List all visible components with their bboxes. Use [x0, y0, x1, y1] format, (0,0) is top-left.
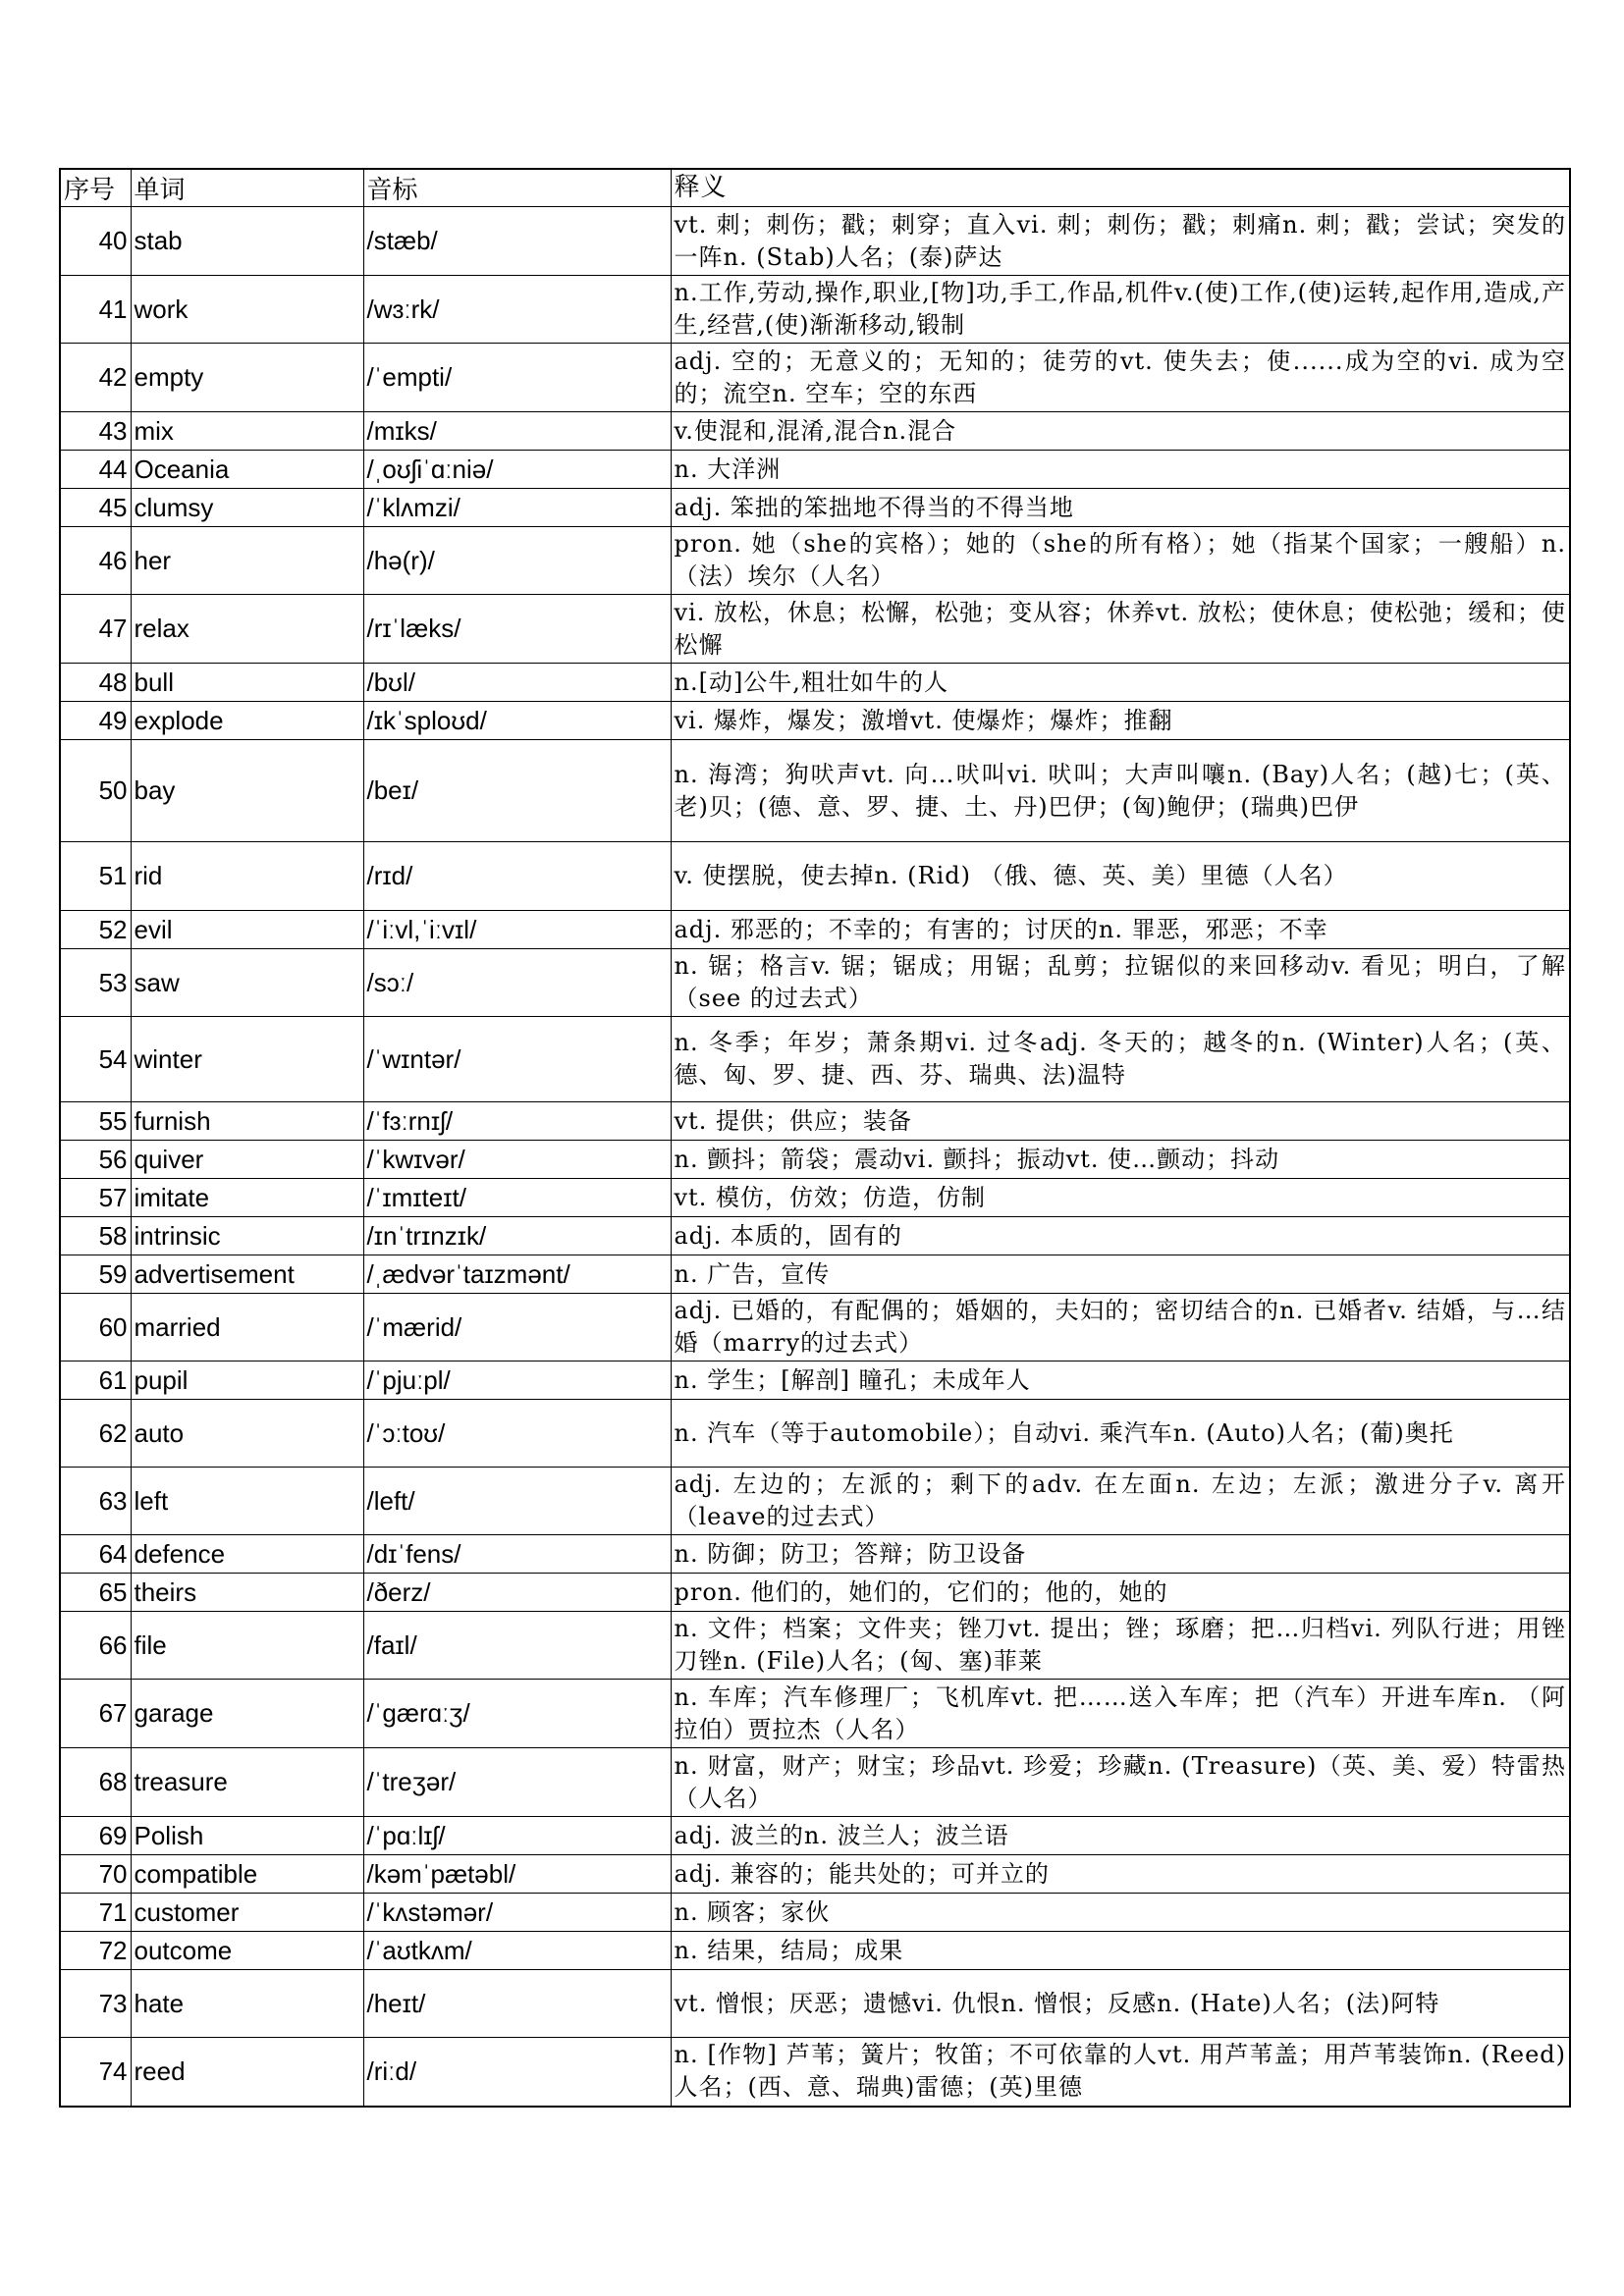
row-word: clumsy: [131, 489, 363, 527]
row-word: evil: [131, 911, 363, 949]
row-phonetic: /wɜːrk/: [363, 276, 671, 344]
row-number: 70: [60, 1855, 131, 1894]
row-definition: n. 顾客；家伙: [671, 1894, 1570, 1932]
row-phonetic: /ˈɔːtoʊ/: [363, 1400, 671, 1468]
table-row: [60, 451, 1570, 489]
row-word: her: [131, 527, 363, 595]
table-row: [60, 1217, 1570, 1255]
table-row: [60, 1855, 1570, 1894]
row-definition: v. 使摆脱，使去掉n. (Rid) （俄、德、英、美）里德（人名）: [671, 842, 1570, 911]
row-word: theirs: [131, 1574, 363, 1612]
row-word: file: [131, 1612, 363, 1680]
row-definition: vi. 爆炸，爆发；激增vt. 使爆炸；爆炸；推翻: [671, 702, 1570, 740]
row-phonetic: /ðerz/: [363, 1574, 671, 1612]
table-row: [60, 1680, 1570, 1748]
table-row: [60, 702, 1570, 740]
row-number: 61: [60, 1362, 131, 1400]
table-row: [60, 1294, 1570, 1362]
row-phonetic: /ˈfɜːrnɪʃ/: [363, 1102, 671, 1141]
table-row: [60, 1255, 1570, 1294]
table-row: [60, 1748, 1570, 1817]
header-no: 序号: [60, 169, 131, 207]
table-row: [60, 1400, 1570, 1468]
row-phonetic: /ˈɪmɪteɪt/: [363, 1179, 671, 1217]
row-definition: n. 锯；格言v. 锯；锯成；用锯；乱剪；拉锯似的来回移动v. 看见；明白，了解（see 的过去式）: [671, 949, 1570, 1017]
row-number: 65: [60, 1574, 131, 1612]
row-word: treasure: [131, 1748, 363, 1817]
row-definition: adj. 已婚的，有配偶的；婚姻的，夫妇的；密切结合的n. 已婚者v. 结婚，与…结婚（marry的过去式）: [671, 1294, 1570, 1362]
row-definition: n. 颤抖；箭袋；震动vi. 颤抖；振动vt. 使…颤动；抖动: [671, 1141, 1570, 1179]
row-number: 55: [60, 1102, 131, 1141]
row-phonetic: /faɪl/: [363, 1612, 671, 1680]
row-word: intrinsic: [131, 1217, 363, 1255]
row-definition: vi. 放松，休息；松懈，松弛；变从容；休养vt. 放松；使休息；使松弛；缓和；使松懈: [671, 595, 1570, 664]
table-row: [60, 595, 1570, 664]
row-number: 41: [60, 276, 131, 344]
row-number: 47: [60, 595, 131, 664]
row-definition: vt. 模仿，仿效；仿造，仿制: [671, 1179, 1570, 1217]
row-number: 57: [60, 1179, 131, 1217]
row-definition: vt. 憎恨；厌恶；遗憾vi. 仇恨n. 憎恨；反感n. (Hate)人名；(法)阿特: [671, 1970, 1570, 2038]
table-row: [60, 344, 1570, 412]
row-word: pupil: [131, 1362, 363, 1400]
table-row: [60, 949, 1570, 1017]
row-number: 43: [60, 412, 131, 451]
row-number: 67: [60, 1680, 131, 1748]
table-row: [60, 1574, 1570, 1612]
table-row: [60, 664, 1570, 702]
row-phonetic: /ˈiːvl,ˈiːvɪl/: [363, 911, 671, 949]
table-row: [60, 1612, 1570, 1680]
row-word: work: [131, 276, 363, 344]
row-definition: n. 大洋洲: [671, 451, 1570, 489]
row-word: auto: [131, 1400, 363, 1468]
row-definition: n.工作,劳动,操作,职业,[物]功,手工,作品,机件v.(使)工作,(使)运转,起作用,造成,产生,经营,(使)渐渐移动,锻制: [671, 276, 1570, 344]
row-number: 53: [60, 949, 131, 1017]
table-row: [60, 1970, 1570, 2038]
row-word: reed: [131, 2038, 363, 2107]
row-phonetic: /ˈwɪntər/: [363, 1017, 671, 1102]
row-number: 50: [60, 740, 131, 842]
table-row: [60, 1102, 1570, 1141]
row-number: 54: [60, 1017, 131, 1102]
row-phonetic: /ˈɡærɑːʒ/: [363, 1680, 671, 1748]
row-number: 62: [60, 1400, 131, 1468]
row-number: 58: [60, 1217, 131, 1255]
row-number: 74: [60, 2038, 131, 2107]
row-word: outcome: [131, 1932, 363, 1970]
table-row: [60, 276, 1570, 344]
row-phonetic: /ˈmærid/: [363, 1294, 671, 1362]
row-word: bay: [131, 740, 363, 842]
row-definition: adj. 本质的，固有的: [671, 1217, 1570, 1255]
table-row: [60, 489, 1570, 527]
row-phonetic: /ˈempti/: [363, 344, 671, 412]
row-phonetic: /ˈkʌstəmər/: [363, 1894, 671, 1932]
row-definition: n. 海湾；狗吠声vt. 向…吠叫vi. 吠叫；大声叫嚷n. (Bay)人名；(越)七；(英、老)贝；(德、意、罗、捷、土、丹)巴伊；(匈)鲍伊；(瑞典)巴伊: [671, 740, 1570, 842]
row-definition: adj. 邪恶的；不幸的；有害的；讨厌的n. 罪恶，邪恶；不幸: [671, 911, 1570, 949]
row-definition: adj. 笨拙的笨拙地不得当的不得当地: [671, 489, 1570, 527]
table-header-row: [60, 169, 1570, 207]
row-phonetic: /kəmˈpætəbl/: [363, 1855, 671, 1894]
row-word: Oceania: [131, 451, 363, 489]
row-phonetic: /ɪnˈtrɪnzɪk/: [363, 1217, 671, 1255]
row-phonetic: /ˌædvərˈtaɪzmənt/: [363, 1255, 671, 1294]
row-phonetic: /heɪt/: [363, 1970, 671, 2038]
row-phonetic: /ˈkwɪvər/: [363, 1141, 671, 1179]
row-number: 49: [60, 702, 131, 740]
row-number: 63: [60, 1468, 131, 1535]
row-number: 73: [60, 1970, 131, 2038]
row-word: married: [131, 1294, 363, 1362]
row-definition: n. 文件；档案；文件夹；锉刀vt. 提出；锉；琢磨；把…归档vi. 列队行进；用锉刀锉n. (File)人名；(匈、塞)菲莱: [671, 1612, 1570, 1680]
row-phonetic: /mɪks/: [363, 412, 671, 451]
row-phonetic: /hə(r)/: [363, 527, 671, 595]
row-definition: n. 广告，宣传: [671, 1255, 1570, 1294]
row-number: 71: [60, 1894, 131, 1932]
row-word: bull: [131, 664, 363, 702]
row-word: advertisement: [131, 1255, 363, 1294]
row-phonetic: /ˈtreʒər/: [363, 1748, 671, 1817]
row-definition: n. 防御；防卫；答辩；防卫设备: [671, 1535, 1570, 1574]
row-number: 52: [60, 911, 131, 949]
row-number: 40: [60, 207, 131, 276]
row-phonetic: /rɪd/: [363, 842, 671, 911]
row-word: hate: [131, 1970, 363, 2038]
row-definition: n. 车库；汽车修理厂；飞机库vt. 把……送入车库；把（汽车）开进车库n. （阿拉伯）贾拉杰（人名）: [671, 1680, 1570, 1748]
row-phonetic: /ˈklʌmzi/: [363, 489, 671, 527]
table-row: [60, 1362, 1570, 1400]
row-definition: n. 财富，财产；财宝；珍品vt. 珍爱；珍藏n. (Treasure)（英、美、爱）特雷热（人名）: [671, 1748, 1570, 1817]
row-word: compatible: [131, 1855, 363, 1894]
table-row: [60, 1141, 1570, 1179]
table-row: [60, 1894, 1570, 1932]
row-phonetic: /bʊl/: [363, 664, 671, 702]
row-definition: v.使混和,混淆,混合n.混合: [671, 412, 1570, 451]
row-phonetic: /rɪˈlæks/: [363, 595, 671, 664]
row-phonetic: /ˈpjuːpl/: [363, 1362, 671, 1400]
row-number: 44: [60, 451, 131, 489]
table-row: [60, 1932, 1570, 1970]
row-word: relax: [131, 595, 363, 664]
row-word: garage: [131, 1680, 363, 1748]
row-phonetic: /ɪkˈsploʊd/: [363, 702, 671, 740]
row-word: defence: [131, 1535, 363, 1574]
table-row: [60, 412, 1570, 451]
row-definition: n. 结果，结局；成果: [671, 1932, 1570, 1970]
row-phonetic: /riːd/: [363, 2038, 671, 2107]
row-phonetic: /left/: [363, 1468, 671, 1535]
row-definition: n. 汽车（等于automobile）；自动vi. 乘汽车n. (Auto)人名；(葡)奥托: [671, 1400, 1570, 1468]
table-row: [60, 2038, 1570, 2107]
row-definition: pron. 他们的，她们的，它们的；他的，她的: [671, 1574, 1570, 1612]
header-definition: 释义: [671, 169, 1570, 207]
row-phonetic: /stæb/: [363, 207, 671, 276]
row-definition: n. 冬季；年岁；萧条期vi. 过冬adj. 冬天的；越冬的n. (Winter)人名；(英、德、匈、罗、捷、西、芬、瑞典、法)温特: [671, 1017, 1570, 1102]
table-row: [60, 1017, 1570, 1102]
table-row: [60, 740, 1570, 842]
row-definition: n. [作物] 芦苇；簧片；牧笛；不可依靠的人vt. 用芦苇盖；用芦苇装饰n. (Reed)人名；(西、意、瑞典)雷德；(英)里德: [671, 2038, 1570, 2107]
row-number: 46: [60, 527, 131, 595]
header-word: 单词: [131, 169, 363, 207]
row-definition: n.[动]公牛,粗壮如牛的人: [671, 664, 1570, 702]
row-definition: adj. 空的；无意义的；无知的；徒劳的vt. 使失去；使......成为空的vi. 成为空的；流空n. 空车；空的东西: [671, 344, 1570, 412]
table-row: [60, 842, 1570, 911]
row-phonetic: /ˈaʊtkʌm/: [363, 1932, 671, 1970]
vocabulary-table: [59, 168, 1571, 2108]
row-word: imitate: [131, 1179, 363, 1217]
row-number: 51: [60, 842, 131, 911]
row-number: 64: [60, 1535, 131, 1574]
row-number: 48: [60, 664, 131, 702]
row-definition: adj. 波兰的n. 波兰人；波兰语: [671, 1817, 1570, 1855]
table-row: [60, 207, 1570, 276]
row-phonetic: /ˈpɑːlɪʃ/: [363, 1817, 671, 1855]
row-definition: pron. 她（she的宾格）；她的（she的所有格）；她（指某个国家；一艘船）n. （法）埃尔（人名）: [671, 527, 1570, 595]
row-word: rid: [131, 842, 363, 911]
row-phonetic: /dɪˈfens/: [363, 1535, 671, 1574]
row-definition: vt. 刺；刺伤；戳；刺穿；直入vi. 刺；刺伤；戳；刺痛n. 刺；戳；尝试；突发的一阵n. (Stab)人名；(泰)萨达: [671, 207, 1570, 276]
row-number: 68: [60, 1748, 131, 1817]
row-word: empty: [131, 344, 363, 412]
row-word: stab: [131, 207, 363, 276]
row-definition: adj. 左边的；左派的；剩下的adv. 在左面n. 左边；左派；激进分子v. 离开（leave的过去式）: [671, 1468, 1570, 1535]
row-phonetic: /beɪ/: [363, 740, 671, 842]
table-row: [60, 911, 1570, 949]
row-number: 42: [60, 344, 131, 412]
table-row: [60, 1179, 1570, 1217]
row-number: 56: [60, 1141, 131, 1179]
row-number: 72: [60, 1932, 131, 1970]
table-row: [60, 527, 1570, 595]
row-word: furnish: [131, 1102, 363, 1141]
row-definition: n. 学生；[解剖] 瞳孔；未成年人: [671, 1362, 1570, 1400]
row-word: customer: [131, 1894, 363, 1932]
row-word: left: [131, 1468, 363, 1535]
row-word: Polish: [131, 1817, 363, 1855]
row-number: 59: [60, 1255, 131, 1294]
row-number: 69: [60, 1817, 131, 1855]
row-number: 60: [60, 1294, 131, 1362]
row-phonetic: /ˌoʊʃiˈɑːniə/: [363, 451, 671, 489]
row-word: quiver: [131, 1141, 363, 1179]
row-word: explode: [131, 702, 363, 740]
row-number: 45: [60, 489, 131, 527]
row-phonetic: /sɔː/: [363, 949, 671, 1017]
row-word: winter: [131, 1017, 363, 1102]
row-word: saw: [131, 949, 363, 1017]
row-number: 66: [60, 1612, 131, 1680]
header-phonetic: 音标: [363, 169, 671, 207]
table-row: [60, 1817, 1570, 1855]
row-definition: adj. 兼容的；能共处的；可并立的: [671, 1855, 1570, 1894]
table-body: [60, 207, 1570, 2107]
row-word: mix: [131, 412, 363, 451]
table-row: [60, 1468, 1570, 1535]
row-definition: vt. 提供；供应；装备: [671, 1102, 1570, 1141]
table-row: [60, 1535, 1570, 1574]
